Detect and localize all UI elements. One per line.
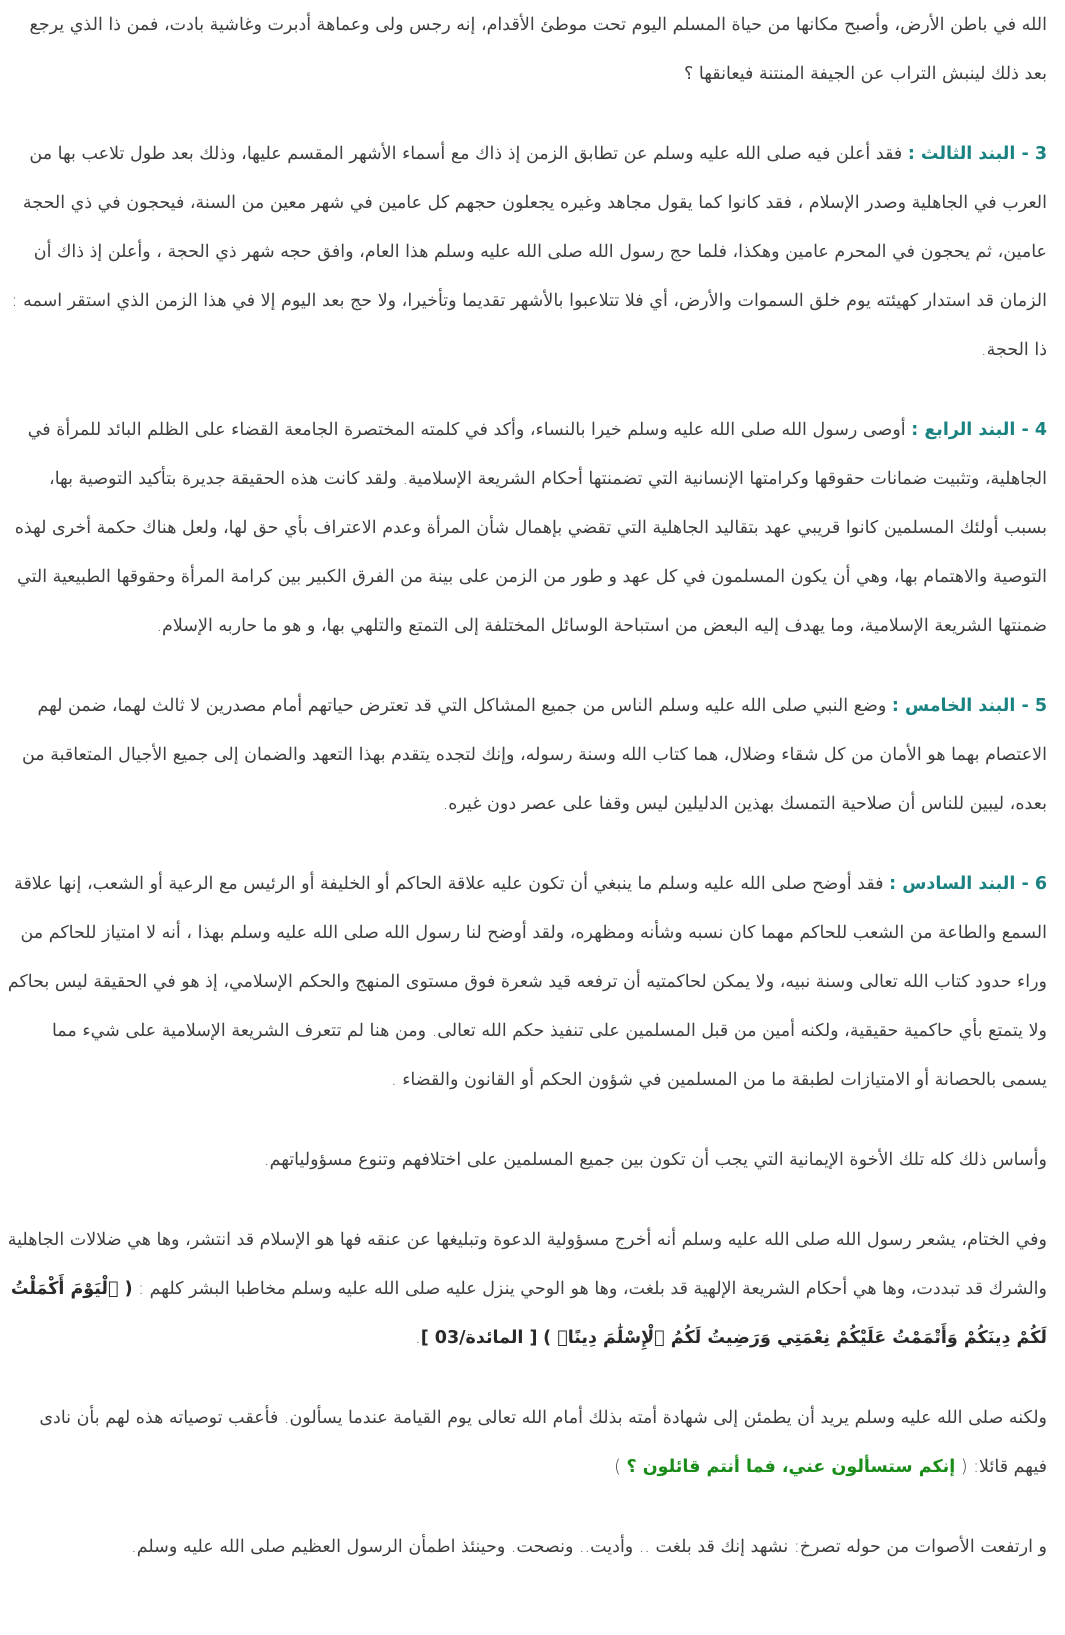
article-body: [0, 1, 1065, 1572]
clause-5-text: وضع النبي صلى الله عليه وسلم الناس من جميع المشاكل التي قد تعترض حياتهم أمام مصدرين لا ثالث لهما، ضمن لهم الاعتصام بهما هو الأمان من كل شقاء وضلال، هما كتاب الله وسنة رسوله، وإنك لتجده يتقدم بهذا التعهد والضمان إلى جميع الأجيال المتعاقبة من بعده، ليبين للناس أن صلاحية التمسك بهذين الدليلين ليس وقفا على عصر دون غيره.: [21, 696, 1047, 814]
clause-6-heading: 6 - البند السادس :: [889, 874, 1047, 894]
clause-5-heading: 5 - البند الخامس :: [891, 696, 1047, 716]
intro-paragraph: [4, 1, 1047, 99]
clause-6-text: فقد أوضح صلى الله عليه وسلم ما ينبغي أن تكون عليه علاقة الحاكم أو الخليفة أو الرئيس مع الرعية أو الشعب، إنها علاقة السمع والطاعة من الشعب للحاكم مهما كان نسبه وشأنه ومظهره، ولقد أوضح لنا رسول الله صلى الله عليه وسلم بهذا ، أنه لا امتياز للحاكم من وراء حدود كتاب الله تعالى وسنة نبيه، ولا يمكن لحاكمتيه أن ترفعه قيد شعرة فوق مستوى المنهج والحكم الإسلامي، إذ هو في الحقيقة ليس بحاكم ولا يتمتع بأي حاكمية حقيقية، ولكنه أمين من قبل المسلمين على تنفيذ حكم الله تعالى. ومن هنا لم تتعرف الشريعة الإسلامية على شيء مما يسمى بالحصانة أو الامتيازات لطبقة ما من المسلمين في شؤون الحكم أو القانون والقضاء .: [7, 874, 1047, 1090]
clause-3-heading: 3 - البند الثالث :: [907, 144, 1047, 164]
clause-4-text: أوصى رسول الله صلى الله عليه وسلم خيرا بالنساء، وأكد في كلمته المختصرة الجامعة القضاء على الظلم البائد للمرأة في الجاهلية، وتثبيت ضمانات حقوقها وكرامتها الإنسانية التي تضمنتها أحكام الشريعة الإسلامية. ولقد كانت هذه الحقيقة جديرة بتأكيد التوصية بها، بسبب أولئك المسلمين كانوا قريبي عهد بتقاليد الجاهلية التي تقضي بإهمال شأن المرأة وعدم الاعتراف بأي حق لها، ولعل هناك حكمة أخرى لهذه التوصية والاهتمام بها، وهي أن يكون المسلمون في كل عهد و طور من الزمن على بينة من الفرق الكبير بين كرامة المرأة وحقوقها الطبيعية التي ضمنتها الشريعة الإسلامية، وما يهدف إليه البعض من استباحة الوسائل المختلفة إلى التمتع والتلهي بها، و هو ما حاربه الإسلام.: [14, 420, 1047, 636]
intro-text: الله في باطن الأرض، وأصبح مكانها من حياة المسلم اليوم تحت موطئ الأقدام، إنه رجس ولى وعماهة أدبرت وغاشية بادت، فمن ذا الذي يرجع بعد ذلك لينبش التراب عن الجيفة المنتنة فيعانقها ؟: [29, 15, 1047, 84]
clause-3-paragraph: [4, 130, 1047, 375]
clause-4-paragraph: [4, 406, 1047, 651]
clause-5-paragraph: [4, 682, 1047, 829]
foundation-text: وأساس ذلك كله تلك الأخوة الإيمانية التي يجب أن تكون بين جميع المسلمين على اختلافهم وتنوع مسؤولياتهم.: [264, 1150, 1047, 1170]
conclusion-paragraph: [4, 1216, 1047, 1363]
clause-3-text: فقد أعلن فيه صلى الله عليه وسلم عن تطابق الزمن إذ ذاك مع أسماء الأشهر المقسم عليها، وذلك بعد طول تلاعب بها من العرب في الجاهلية وصدر الإسلام ، فقد كانوا كما يقول مجاهد وغيره يجعلون حجهم كل عامين في شهر معين من السنة، فيحجون في ذي الحجة عامين، ثم يحجون في المحرم عامين وهكذا، فلما حج رسول الله صلى الله عليه وسلم هذا العام، وافق حجه شهر ذي الحجة ، وأعلن إذ ذاك أن الزمان قد استدار كهيئته يوم خلق السموات والأرض، أي فلا تتلاعبوا بالأشهر تقديما وتأخيرا، ولا حج بعد اليوم إلا في هذا الزمن الذي استقر اسمه : ذا الحجة.: [11, 144, 1047, 360]
quran-verse: ( ٱلْيَوْمَ أَكْمَلْتُ لَكُمْ دِينَكُمْ وَأَتْمَمْتُ عَلَيْكُمْ نِعْمَتِي وَرَضِيتُ لَكُمُ ٱلْإِسْلَٰمَ دِينًاۚ ): [10, 1279, 1047, 1348]
conclusion-text: وفي الختام، يشعر رسول الله صلى الله عليه وسلم أنه أخرج مسؤولية الدعوة وتبليغها عن عنقه فها هو الإسلام قد انتشر، وها هي ضلالات الجاهلية والشرك قد تبددت، وها هي أحكام الشريعة الإلهية قد بلغت، وها هو الوحي ينزل عليه صلى الله عليه وسلم مخاطبا البشر كلهم :: [7, 1230, 1047, 1299]
closing-text: و ارتفعت الأصوات من حوله تصرخ: نشهد إنك قد بلغت .. وأديت.. ونصحت. وحينئذ اطمأن الرسول العظيم صلى الله عليه وسلم.: [131, 1537, 1047, 1557]
quote-open-paren: (: [955, 1457, 968, 1477]
prophet-quote: إنكم ستسألون عني، فما أنتم قائلون ؟: [626, 1457, 956, 1477]
clause-6-paragraph: [4, 860, 1047, 1105]
quote-close-paren: ): [614, 1457, 627, 1477]
closing-paragraph: [4, 1523, 1047, 1572]
verse-reference: [ المائدة/03 ]: [420, 1328, 538, 1348]
conclusion-end: .: [415, 1328, 421, 1348]
witness-text: ولكنه صلى الله عليه وسلم يريد أن يطمئن إلى شهادة أمته بذلك أمام الله تعالى يوم القيامة عندما يسألون. فأعقب توصياته هذه لهم بأن نادى فيهم قائلا:: [39, 1408, 1047, 1477]
witness-paragraph: [4, 1394, 1047, 1492]
foundation-paragraph: [4, 1136, 1047, 1185]
clause-4-heading: 4 - البند الرابع :: [911, 420, 1047, 440]
